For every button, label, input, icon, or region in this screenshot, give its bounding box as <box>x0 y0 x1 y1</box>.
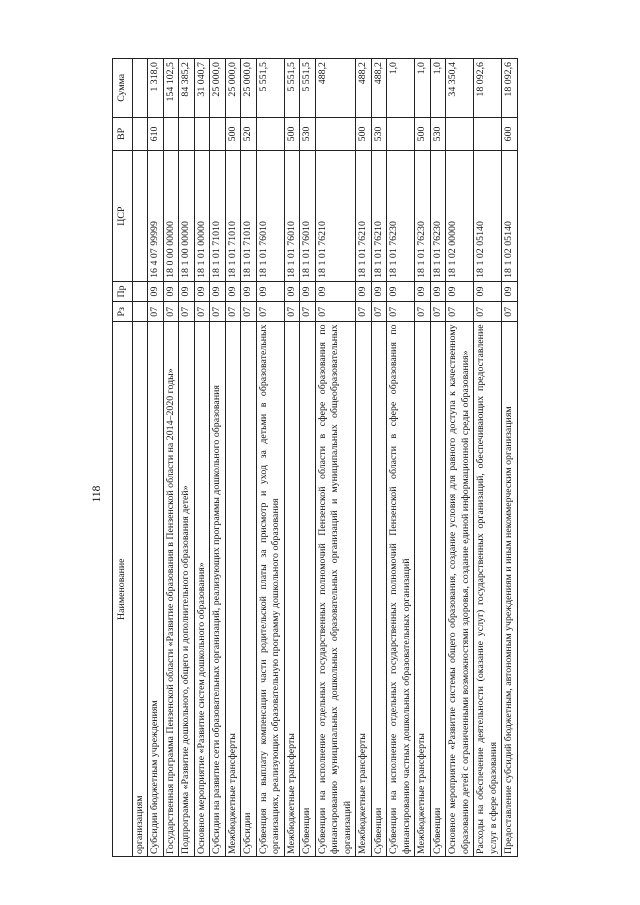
cell-pr: 09 <box>502 281 518 301</box>
cell-name: Субсидии на развитие сети образовательных организаций, реализующих программы дошкольного образования <box>210 322 226 857</box>
cell-rz: 07 <box>371 302 387 322</box>
cell-rz: 07 <box>446 302 474 322</box>
cell-vr <box>387 117 415 151</box>
cell-pr: 09 <box>446 281 474 301</box>
cell-vr <box>194 117 210 151</box>
cell-rz: 07 <box>502 302 518 322</box>
table-body <box>132 59 517 857</box>
cell-pr: 09 <box>256 281 284 301</box>
cell-sum: 84 385,2 <box>179 59 195 118</box>
table-row <box>225 59 241 857</box>
cell-csr: 18 1 02 00000 <box>446 151 474 282</box>
cell-vr <box>256 117 284 151</box>
table-row <box>148 59 164 857</box>
cell-pr: 09 <box>163 281 179 301</box>
cell-pr: 09 <box>210 281 226 301</box>
cell-sum: 25 000,0 <box>241 59 257 118</box>
cell-csr: 18 1 01 00000 <box>194 151 210 282</box>
cell-pr: 09 <box>284 281 300 301</box>
cell-sum: 1,0 <box>415 59 431 118</box>
cell-name: Субсидии бюджетным учреждениям <box>148 322 164 857</box>
cell-name: Субвенции <box>430 322 446 857</box>
cell-rz: 07 <box>474 302 502 322</box>
table-row <box>284 59 300 857</box>
header-pr: Пр <box>113 281 133 301</box>
cell-rz: 07 <box>315 302 356 322</box>
cell-csr: 18 1 02 05140 <box>474 151 502 282</box>
cell-csr: 18 1 01 71010 <box>210 151 226 282</box>
cell-rz: 07 <box>179 302 195 322</box>
cell-rz: 07 <box>356 302 372 322</box>
table-header-row <box>113 59 133 857</box>
cell-rz: 07 <box>256 302 284 322</box>
budget-table <box>112 58 518 857</box>
cell-vr: 500 <box>284 117 300 151</box>
cell-vr: 520 <box>241 117 257 151</box>
cell-csr: 18 1 01 76210 <box>356 151 372 282</box>
cell-name: Межбюджетные трансферты <box>415 322 431 857</box>
cell-sum <box>132 59 148 118</box>
cell-sum: 5 551,5 <box>284 59 300 118</box>
cell-name: Субвенция на выплату компенсации части родительской платы за присмотр и уход за детьми в образовательных организациях, реализующих образовательную программу дошкольного образования <box>256 322 284 857</box>
header-name: Наименование <box>113 322 133 857</box>
cell-vr <box>315 117 356 151</box>
cell-csr: 18 1 01 76210 <box>315 151 356 282</box>
cell-vr <box>446 117 474 151</box>
table-row <box>300 59 316 857</box>
cell-vr: 600 <box>502 117 518 151</box>
table-row <box>387 59 415 857</box>
cell-csr: 18 1 01 76210 <box>371 151 387 282</box>
table-row <box>179 59 195 857</box>
cell-csr: 18 1 01 76010 <box>284 151 300 282</box>
cell-sum: 25 000,0 <box>210 59 226 118</box>
cell-vr: 500 <box>415 117 431 151</box>
cell-rz: 07 <box>284 302 300 322</box>
cell-rz: 07 <box>148 302 164 322</box>
cell-pr: 09 <box>371 281 387 301</box>
cell-pr: 09 <box>300 281 316 301</box>
cell-name: Межбюджетные трансферты <box>356 322 372 857</box>
cell-rz: 07 <box>194 302 210 322</box>
cell-sum: 1,0 <box>387 59 415 118</box>
page-number: 118 <box>91 485 103 503</box>
cell-csr: 18 0 00 00000 <box>163 151 179 282</box>
cell-name: Государственная программа Пензенской области «Развитие образования в Пензенской области на 2014–2020 годы» <box>163 322 179 857</box>
cell-sum: 18 092,6 <box>474 59 502 118</box>
cell-name: Субсидии <box>241 322 257 857</box>
cell-csr <box>132 151 148 282</box>
table-row <box>163 59 179 857</box>
rotated-page <box>90 58 600 857</box>
cell-csr: 18 1 00 00000 <box>179 151 195 282</box>
cell-name: Предоставление субсидий бюджетным, автономным учреждениям и иным некоммерческим организациям <box>502 322 518 857</box>
cell-sum: 154 102,5 <box>163 59 179 118</box>
cell-rz: 07 <box>415 302 431 322</box>
table-row <box>446 59 474 857</box>
table-row <box>210 59 226 857</box>
cell-name: Межбюджетные трансферты <box>284 322 300 857</box>
cell-name: Субвенции <box>371 322 387 857</box>
cell-pr: 09 <box>241 281 257 301</box>
cell-sum: 5 551,5 <box>300 59 316 118</box>
cell-vr: 610 <box>148 117 164 151</box>
header-sum: Сумма <box>113 59 133 118</box>
cell-name: Расходы на обеспечение деятельности (оказание услуг) государственных организаций, обеспечивающих предоставление услуг в сфере образования <box>474 322 502 857</box>
header-rz: Рз <box>113 302 133 322</box>
header-csr: ЦСР <box>113 151 133 282</box>
cell-csr: 18 1 01 71010 <box>241 151 257 282</box>
cell-pr: 09 <box>315 281 356 301</box>
cell-name: организациям <box>132 322 148 857</box>
cell-csr: 18 1 02 05140 <box>502 151 518 282</box>
table-row <box>256 59 284 857</box>
table-row <box>241 59 257 857</box>
table-row <box>315 59 356 857</box>
cell-csr: 18 1 01 76230 <box>387 151 415 282</box>
cell-vr: 530 <box>430 117 446 151</box>
table-row <box>132 59 148 857</box>
table-row <box>474 59 502 857</box>
cell-sum: 18 092,6 <box>502 59 518 118</box>
cell-name: Межбюджетные трансферты <box>225 322 241 857</box>
cell-rz: 07 <box>225 302 241 322</box>
cell-rz: 07 <box>430 302 446 322</box>
cell-pr: 09 <box>415 281 431 301</box>
cell-pr: 09 <box>179 281 195 301</box>
cell-vr: 530 <box>300 117 316 151</box>
cell-vr <box>132 117 148 151</box>
cell-sum: 488,2 <box>356 59 372 118</box>
cell-vr <box>210 117 226 151</box>
table-row <box>356 59 372 857</box>
cell-vr <box>474 117 502 151</box>
cell-pr: 09 <box>194 281 210 301</box>
cell-csr: 18 1 01 76010 <box>300 151 316 282</box>
cell-sum: 34 350,4 <box>446 59 474 118</box>
cell-pr: 09 <box>387 281 415 301</box>
cell-name: Субвенции <box>300 322 316 857</box>
cell-rz: 07 <box>387 302 415 322</box>
cell-sum: 1 318,0 <box>148 59 164 118</box>
cell-rz: 07 <box>163 302 179 322</box>
cell-sum: 31 040,7 <box>194 59 210 118</box>
header-vr: ВР <box>113 117 133 151</box>
cell-pr: 09 <box>430 281 446 301</box>
cell-vr: 500 <box>225 117 241 151</box>
cell-name: Основное мероприятие «Развитие систем дошкольного образования» <box>194 322 210 857</box>
cell-pr: 09 <box>356 281 372 301</box>
table-row <box>415 59 431 857</box>
cell-pr: 09 <box>148 281 164 301</box>
cell-vr: 500 <box>356 117 372 151</box>
cell-name: Основное мероприятие «Развитие системы общего образования, создание условия для равного доступа к качественному образованию детей с ограниченными возможностями здоровья, создание единой информационной среды образования» <box>446 322 474 857</box>
table-row <box>194 59 210 857</box>
cell-csr: 18 1 01 71010 <box>225 151 241 282</box>
cell-pr: 09 <box>474 281 502 301</box>
cell-sum: 1,0 <box>430 59 446 118</box>
cell-rz: 07 <box>241 302 257 322</box>
table-row <box>430 59 446 857</box>
cell-sum: 488,2 <box>315 59 356 118</box>
table-row <box>502 59 518 857</box>
cell-vr: 530 <box>371 117 387 151</box>
cell-name: Субвенции на исполнение отдельных государственных полномочий Пензенской области в сфере образования по финансированию частных дошкольных образовательных организаций <box>387 322 415 857</box>
cell-pr: 09 <box>225 281 241 301</box>
cell-name: Субвенции на исполнение отдельных государственных полномочий Пензенской области в сфере образования по финансированию муниципальных дошкольных образовательных организаций и муниципальных общеобразовательных организаций <box>315 322 356 857</box>
cell-sum: 25 000,0 <box>225 59 241 118</box>
cell-rz: 07 <box>300 302 316 322</box>
table-row <box>371 59 387 857</box>
cell-name: Подпрограмма «Развитие дошкольного, общего и дополнительного образования детей» <box>179 322 195 857</box>
cell-vr <box>179 117 195 151</box>
cell-csr: 16 4 07 99999 <box>148 151 164 282</box>
cell-csr: 18 1 01 76230 <box>415 151 431 282</box>
cell-sum: 488,2 <box>371 59 387 118</box>
cell-csr: 18 1 01 76230 <box>430 151 446 282</box>
cell-csr: 18 1 01 76010 <box>256 151 284 282</box>
cell-rz: 07 <box>210 302 226 322</box>
cell-pr <box>132 281 148 301</box>
cell-rz <box>132 302 148 322</box>
cell-sum: 5 551,5 <box>256 59 284 118</box>
cell-vr <box>163 117 179 151</box>
